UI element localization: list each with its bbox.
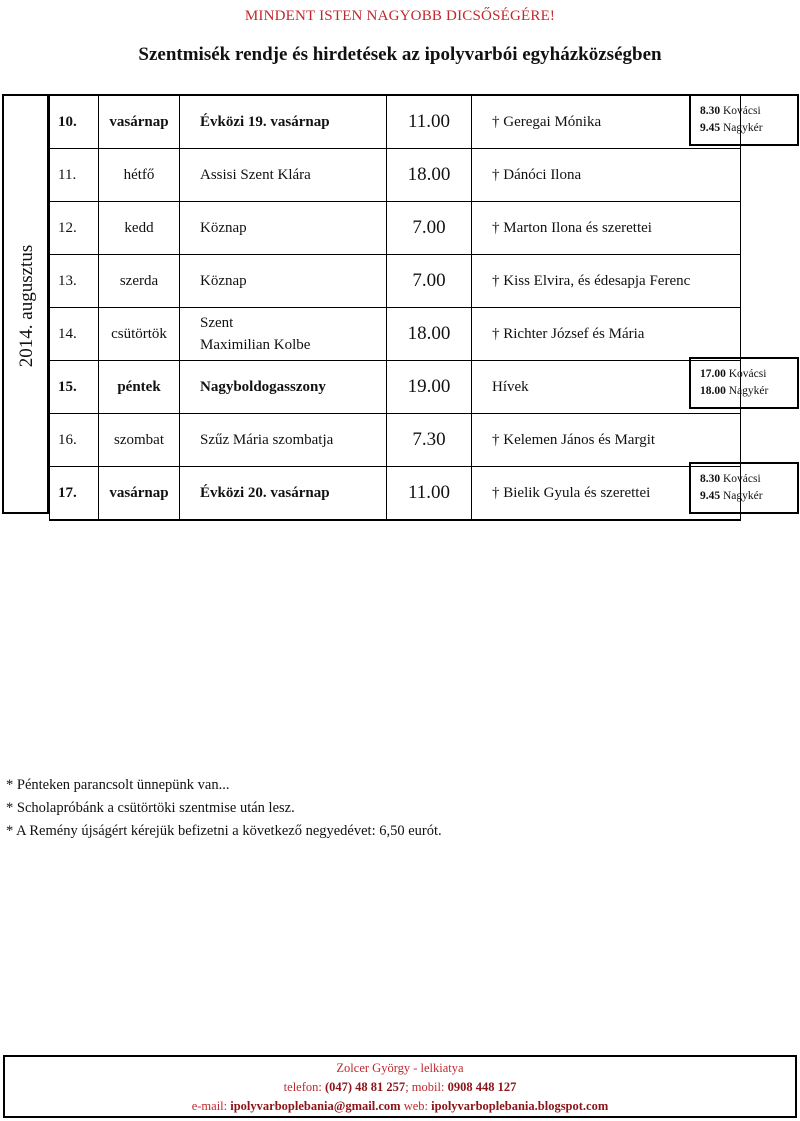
mass-intention: † Bielik Gyula és szerettei bbox=[472, 467, 741, 521]
page-title: Szentmisék rendje és hirdetések az ipolyvarbói egyházközségben bbox=[138, 44, 662, 65]
filial-place: Nagykér bbox=[728, 384, 769, 397]
email-link[interactable]: ipolyvarboplebania@gmail.com bbox=[230, 1099, 401, 1113]
day-number: 14. bbox=[50, 308, 99, 361]
mobile-number[interactable]: 0908 448 127 bbox=[447, 1080, 517, 1094]
filial-mass-time: 9.45 bbox=[700, 122, 721, 134]
liturgical-occasion: Évközi 19. vasárnap bbox=[180, 95, 387, 149]
announcements bbox=[6, 774, 442, 843]
filial-mass-box bbox=[689, 357, 799, 409]
liturgical-occasion: Szűz Mária szombatja bbox=[180, 414, 387, 467]
occasion-line: Maximilian Kolbe bbox=[200, 337, 311, 353]
email-web-line bbox=[5, 1097, 795, 1116]
web-link[interactable]: ipolyvarboplebania.blogspot.com bbox=[431, 1099, 609, 1113]
filial-mass-line bbox=[700, 471, 797, 488]
mass-time: 18.00 bbox=[387, 149, 472, 202]
day-number: 12. bbox=[50, 202, 99, 255]
schedule-table bbox=[49, 94, 741, 521]
mass-intention: † Kiss Elvira, és édesapja Ferenc bbox=[472, 255, 741, 308]
mobile-label: ; mobil: bbox=[405, 1080, 445, 1094]
schedule-row bbox=[50, 308, 741, 361]
weekday: péntek bbox=[99, 361, 180, 414]
filial-mass-time: 8.30 bbox=[700, 105, 721, 117]
schedule-row bbox=[50, 361, 741, 414]
schedule-row bbox=[50, 202, 741, 255]
mass-time: 18.00 bbox=[387, 308, 472, 361]
day-number: 11. bbox=[50, 149, 99, 202]
schedule-row bbox=[50, 255, 741, 308]
schedule-row bbox=[50, 467, 741, 521]
filial-place: Nagykér bbox=[723, 122, 763, 134]
announcement-item: * A Remény újságért kérejük befizetni a következő negyedévet: 6,50 eurót. bbox=[6, 823, 442, 839]
occasion-line: Szent bbox=[200, 315, 234, 331]
schedule-row bbox=[50, 149, 741, 202]
liturgical-occasion bbox=[180, 308, 387, 361]
filial-place: Kovácsi bbox=[728, 367, 767, 380]
mass-intention: Hívek bbox=[472, 361, 741, 414]
filial-mass-line bbox=[700, 488, 797, 505]
day-number: 10. bbox=[50, 95, 99, 149]
liturgical-occasion: Assisi Szent Klára bbox=[180, 149, 387, 202]
filial-mass-box bbox=[689, 462, 799, 514]
mass-time: 19.00 bbox=[387, 361, 472, 414]
month-cell bbox=[2, 94, 49, 514]
motto-heading: MINDENT ISTEN NAGYOBB DICSŐSÉGÉRE! bbox=[244, 8, 556, 24]
mass-time: 11.00 bbox=[387, 95, 472, 149]
filial-mass-time: 17.00 bbox=[700, 367, 726, 380]
mass-intention: † Kelemen János és Margit bbox=[472, 414, 741, 467]
filial-place: Nagykér bbox=[723, 489, 763, 502]
day-number: 15. bbox=[50, 361, 99, 414]
phone-number[interactable]: (047) 48 81 257 bbox=[324, 1080, 406, 1094]
email-label: e-mail: bbox=[191, 1099, 228, 1113]
weekday: hétfő bbox=[99, 149, 180, 202]
mass-time: 7.00 bbox=[387, 202, 472, 255]
day-number: 17. bbox=[50, 467, 99, 521]
liturgical-occasion: Nagyboldogasszony bbox=[180, 361, 387, 414]
weekday: vasárnap bbox=[99, 95, 180, 149]
day-number: 13. bbox=[50, 255, 99, 308]
announcement-item: * Pénteken parancsolt ünnepünk van... bbox=[6, 777, 230, 793]
mass-schedule bbox=[2, 94, 799, 516]
mass-intention: † Richter József és Mária bbox=[472, 308, 741, 361]
weekday: szerda bbox=[99, 255, 180, 308]
contact-footer bbox=[3, 1055, 797, 1118]
filial-mass-line bbox=[700, 366, 797, 383]
schedule-row bbox=[50, 414, 741, 467]
schedule-row bbox=[50, 95, 741, 149]
mass-intention: † Marton Ilona és szerettei bbox=[472, 202, 741, 255]
weekday: csütörtök bbox=[99, 308, 180, 361]
month-label: 2014. augusztus bbox=[16, 244, 37, 368]
phone-label: telefon: bbox=[283, 1080, 322, 1094]
filial-mass-time: 18.00 bbox=[700, 384, 726, 397]
filial-mass-box bbox=[689, 94, 799, 146]
weekday: szombat bbox=[99, 414, 180, 467]
filial-mass-line bbox=[700, 383, 797, 400]
liturgical-occasion: Évközi 20. vasárnap bbox=[180, 467, 387, 521]
weekday: vasárnap bbox=[99, 467, 180, 521]
mass-time: 11.00 bbox=[387, 467, 472, 521]
liturgical-occasion: Köznap bbox=[180, 255, 387, 308]
day-number: 16. bbox=[50, 414, 99, 467]
priest-name: Zolcer György - lelkiatya bbox=[336, 1061, 464, 1075]
mass-time: 7.30 bbox=[387, 414, 472, 467]
filial-place: Kovácsi bbox=[723, 105, 761, 117]
filial-mass-line bbox=[700, 120, 797, 137]
filial-mass-time: 9.45 bbox=[700, 489, 721, 502]
weekday: kedd bbox=[99, 202, 180, 255]
liturgical-occasion: Köznap bbox=[180, 202, 387, 255]
announcement-item: * Scholapróbánk a csütörtöki szentmise után lesz. bbox=[6, 800, 295, 816]
filial-place: Kovácsi bbox=[723, 472, 761, 485]
mass-time: 7.00 bbox=[387, 255, 472, 308]
phone-line bbox=[5, 1078, 795, 1097]
filial-mass-time: 8.30 bbox=[700, 472, 721, 485]
mass-intention: † Dánóci Ilona bbox=[472, 149, 741, 202]
mass-intention: † Geregai Mónika bbox=[472, 95, 741, 149]
filial-mass-line bbox=[700, 103, 797, 120]
web-label: web: bbox=[403, 1099, 429, 1113]
